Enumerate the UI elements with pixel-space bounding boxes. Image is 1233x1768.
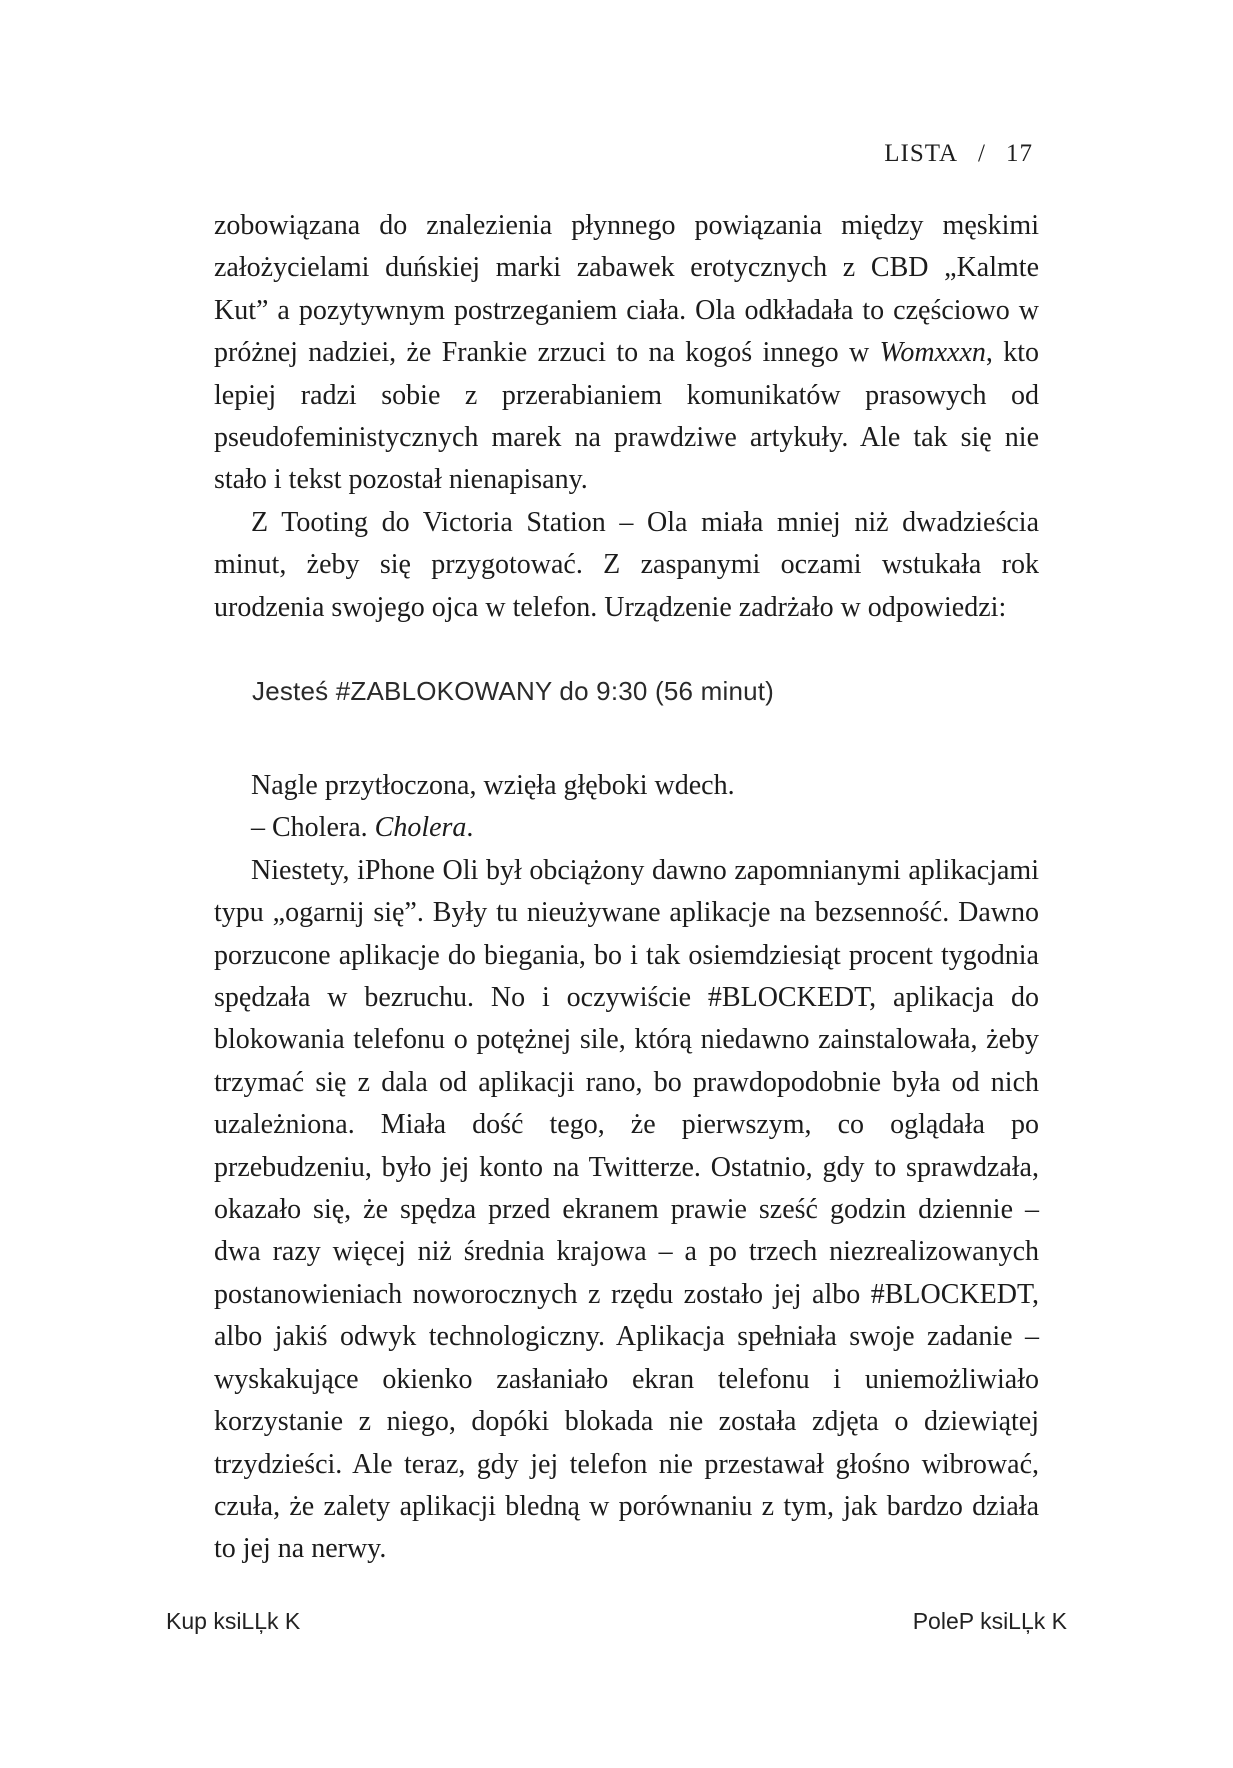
paragraph: Z Tooting do Victoria Station – Ola miała mniej niż dwadzieścia minut, żeby się przygotować. Z zaspanymi oczami wstukała rok urodzenia swojego ojca w telefon. Urządzenie zadrżało w odpowiedzi:: [214, 506, 1039, 623]
dialogue-line: – Cholera. Cholera.: [251, 812, 474, 844]
magazine-title: Womxxxn: [879, 337, 986, 369]
paragraph: Nagle przytłoczona, wzięła głęboki wdech.: [251, 770, 735, 801]
recommend-book-link[interactable]: PoleP ksiLĻk K: [912, 1608, 1067, 1634]
running-head: [884, 140, 1033, 168]
header-separator: /: [978, 140, 986, 167]
phone-notification-text: Jesteś #ZABLOKOWANY do 9:30 (56 minut): [252, 676, 775, 706]
section-title: LISTA: [884, 140, 959, 167]
body-text-bottom: [214, 765, 1039, 1571]
body-text-top: [214, 205, 1039, 629]
page-number: 17: [1006, 140, 1033, 167]
buy-book-link[interactable]: Kup ksiLĻk K: [166, 1608, 301, 1634]
paragraph: Niestety, iPhone Oli był obciążony dawno zapomnianymi aplikacjami typu „ogarnij się”. Były tu nieużywane aplikacje na bezsenność. Dawno porzucone aplikacje do biegania, bo i tak osiemdziesiąt procent tygodnia spędzała w bezruchu. No i oczywiście #BLOCKEDT, aplikacja do blokowania telefonu o potężnej sile, którą niedawno zainstalowała, żeby trzymać się z dala od aplikacji rano, bo prawdopodobnie była od nich uzależniona. Miała dość tego, że pierwszym, co oglądała po przebudzeniu, było jej konto na Twitterze. Ostatnio, gdy to sprawdzała, okazało się, że spędza przed ekranem prawie sześć godzin dziennie – dwa razy więcej niż średnia krajowa – a po trzech niezrealizowanych postanowieniach noworocznych z rzędu zostało jej albo #BLOCKEDT, albo jakiś odwyk technologiczny. Aplikacja spełniała swoje zadanie – wyskakujące okienko zasłaniało ekran telefonu i uniemożliwiało korzystanie z niego, dopóki blokada nie została zdjęta o dziewiątej trzydzieści. Ale teraz, gdy jej telefon nie przestawał głośno wibrować, czuła, że zalety aplikacji bledną w porównaniu z tym, jak bardzo działa to jej na nerwy.: [214, 854, 1039, 1565]
paragraph: zobowiązana do znalezienia płynnego powiązania między męskimi założycielami duńskiej marki zabawek erotycznych z CBD „Kalmte Kut” a pozytywnym postrzeganiem ciała. Ola odkładała to częściowo w próżnej nadziei, że Frankie zrzuci to na kogoś innego w Womxxxn, kto lepiej radzi sobie z przerabianiem komunikatów prasowych od pseudofeministycznych marek na prawdziwe artykuły. Ale tak się nie stało i tekst pozostał nienapisany.: [214, 210, 1040, 496]
